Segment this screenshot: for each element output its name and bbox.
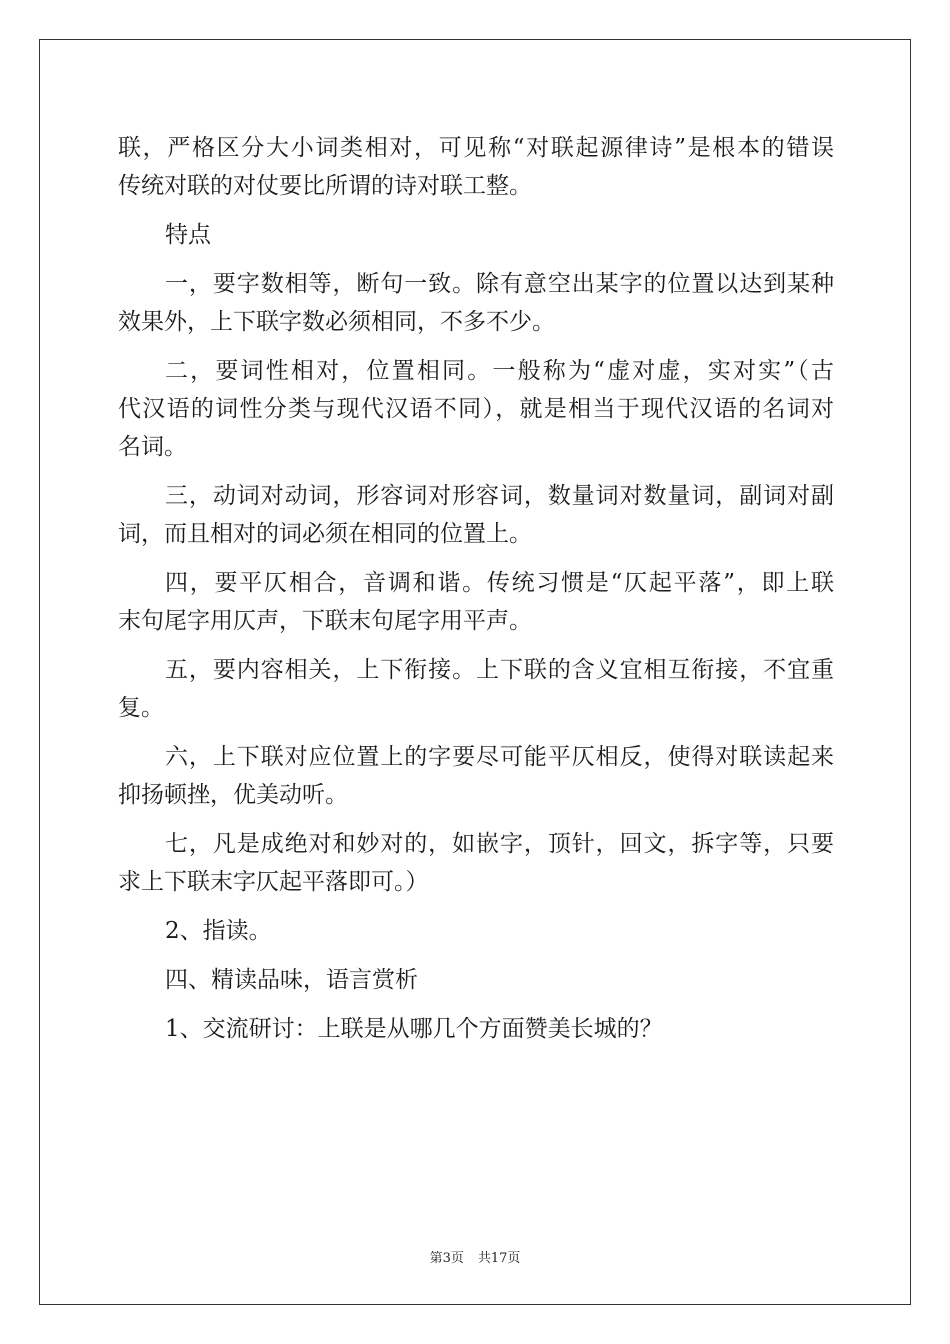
paragraph <box>118 265 834 341</box>
page-number: 第3页 <box>429 1251 464 1266</box>
text-line: 效果外，上下联字数必须相同，不多不少。 <box>118 309 555 335</box>
text-line: 1、交流研讨：上联是从哪几个方面赞美长城的？ <box>165 1016 663 1042</box>
document-body <box>118 129 834 1059</box>
text-line: 传统对联的对仗要比所谓的诗对联工整。 <box>118 173 532 199</box>
text-line: 联，严格区分大小词类相对，可见称“对联起源律诗”是根本的错误 <box>118 135 834 161</box>
text-line: 代汉语的词性分类与现代汉语不同），就是相当于现代汉语的名词对 <box>118 396 834 422</box>
text-line: 二，要词性相对，位置相同。一般称为“虚对虚，实对实”（古 <box>165 358 834 384</box>
paragraph <box>118 1010 834 1048</box>
page-footer <box>0 1247 950 1266</box>
text-line: 五，要内容相关，上下衔接。上下联的含义宜相互衔接，不宜重 <box>165 657 834 683</box>
text-line: 三，动词对动词，形容词对形容词，数量词对数量词，副词对副 <box>165 483 834 509</box>
text-line: 末句尾字用仄声，下联末句尾字用平声。 <box>118 608 532 634</box>
text-line: 特点 <box>165 222 211 248</box>
text-line: 七，凡是成绝对和妙对的，如嵌字，顶针，回文，拆字等，只要 <box>165 831 834 857</box>
paragraph <box>118 825 834 901</box>
text-line: 一，要字数相等，断句一致。除有意空出某字的位置以达到某种 <box>165 271 834 297</box>
paragraph <box>118 961 834 999</box>
text-line: 求上下联末字仄起平落即可。） <box>118 869 429 895</box>
text-line: 六，上下联对应位置上的字要尽可能平仄相反，使得对联读起来 <box>165 744 834 770</box>
text-line: 词，而且相对的词必须在相同的位置上。 <box>118 521 532 547</box>
paragraph <box>118 564 834 640</box>
text-line: 名词。 <box>118 434 187 460</box>
paragraph <box>118 651 834 727</box>
paragraph <box>118 129 834 205</box>
paragraph <box>118 912 834 950</box>
paragraph <box>118 216 834 254</box>
paragraph <box>118 477 834 553</box>
text-line: 2、指读。 <box>165 918 272 944</box>
text-line: 抑扬顿挫，优美动听。 <box>118 782 348 808</box>
page-total: 共17页 <box>477 1251 521 1266</box>
text-line: 四、精读品味，语言赏析 <box>165 967 418 993</box>
paragraph <box>118 738 834 814</box>
text-line: 复。 <box>118 695 164 721</box>
text-line: 四，要平仄相合，音调和谐。传统习惯是“仄起平落”，即上联 <box>165 570 834 596</box>
paragraph <box>118 352 834 466</box>
